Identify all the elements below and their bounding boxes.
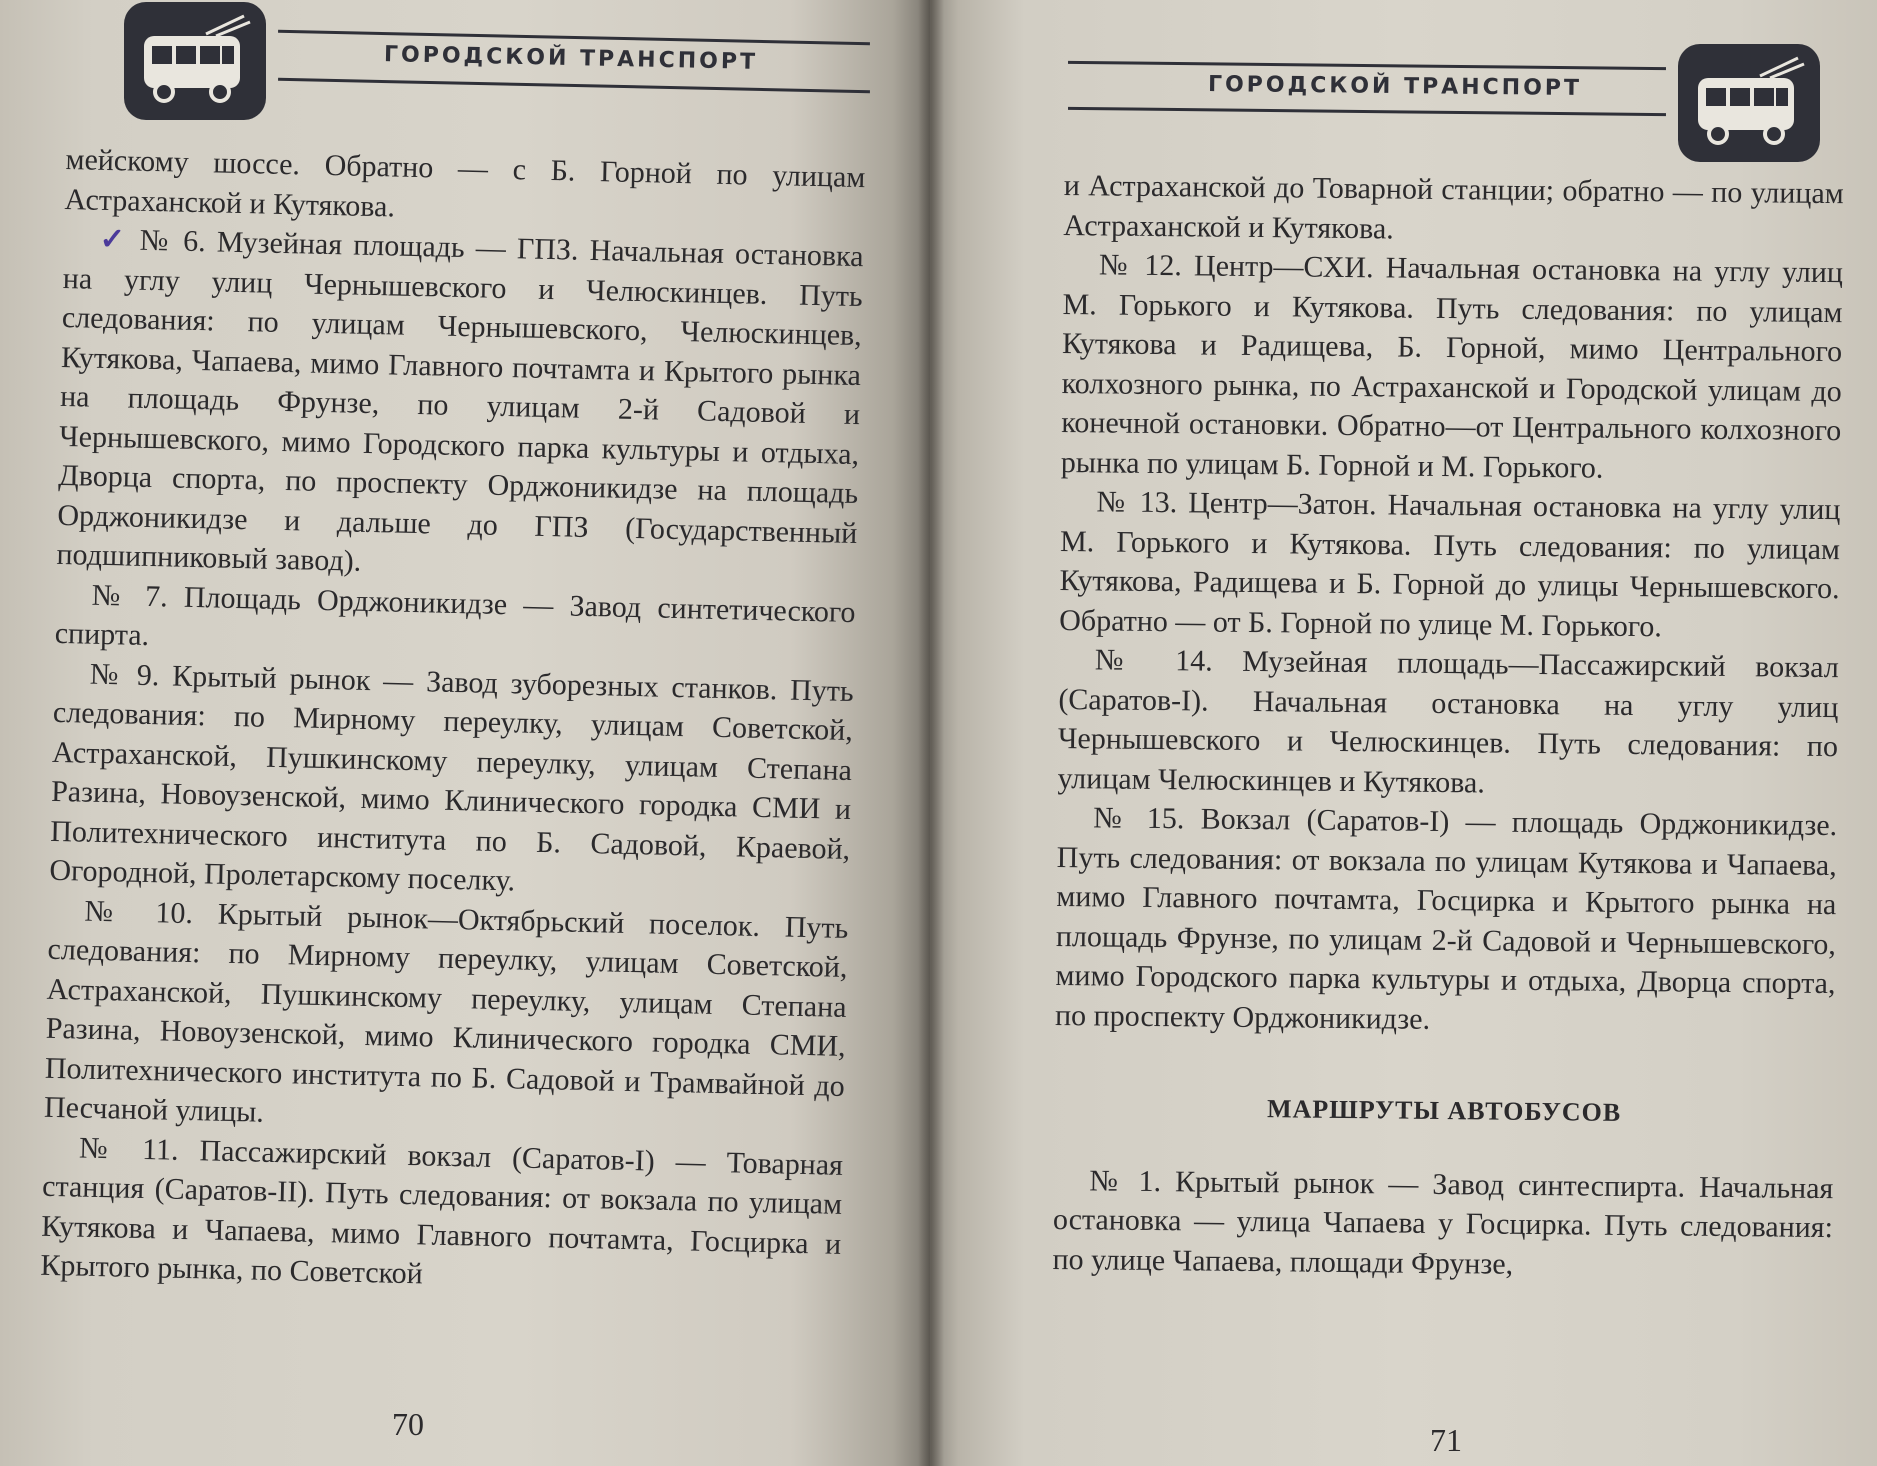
check-mark-icon: ✓ — [99, 222, 129, 257]
running-header: ГОРОДСКОЙ ТРАНСПОРТ — [383, 42, 759, 75]
header-rule-top — [278, 30, 870, 45]
page-number: 70 — [392, 1406, 424, 1442]
left-page — [0, 0, 930, 1466]
trolleybus-icon — [124, 2, 266, 120]
paragraph-bus-route-1: № 1. Крытый рынок — Завод синтеспирта. Начальная остановка — улица Чапаева у Госцирка. Путь следования: по улице Чапаева, площади Фрунзе, — [1052, 1163, 1834, 1281]
header-rule-bottom — [1068, 107, 1666, 116]
header-rule-top — [1068, 61, 1666, 70]
paragraph-route-9: № 9. Крытый рынок — Завод зуборезных станков. Путь следования: по Мирному переулку, улицам Советской, Астраханской, Пушкинскому переулку, улицам Степана Разина, Новоузенской, мимо Клинического городка СМИ и Политехнического института по Б. Садовой, Краевой, Огородной, Пролетарскому поселку. — [49, 657, 855, 898]
header-rule-bottom — [278, 78, 870, 93]
book-gutter — [918, 0, 944, 1466]
paragraph: мейскому шоссе. Обратно — с Б. Горной по улицам Астраханской и Кутякова. — [64, 142, 866, 223]
paragraph-route-6 — [56, 219, 864, 593]
paragraph-text: № 6. Музейная площадь — ГПЗ. Начальная остановка на углу улиц Чернышевского и Челюскинцев. Путь следования: по улицам Чернышевского, Челюскинцев, Кутякова, Чапаева, мимо Главного почтамта и Крытого рынка на площадь Фрунзе, по улицам 2-й Садовой и Чернышевского, мимо Городского парка культуры и отдыха, Дворца спорта, по проспекту Орджоникидзе на площадь Орджоникидзе и дальше до ГПЗ (Государственный подшипниковый завод). — [56, 223, 864, 578]
paragraph-route-15: № 15. Вокзал (Саратов-I) — площадь Орджоникидзе. Путь следования: от вокзала по улицам Кутякова и Чапаева, мимо Главного почтамта, Госцирка и Крытого рынка на площадь Фрунзе, по улицам 2-й Садовой и Чернышевского, мимо Городского парка культуры и отдыха, Дворца спорта, по проспекту Орджоникидзе. — [1054, 801, 1838, 1036]
running-header: ГОРОДСКОЙ ТРАНСПОРТ — [1207, 72, 1583, 101]
paragraph-route-7: № 7. Площадь Орджоникидзе — Завод синтетического спирта. — [54, 578, 856, 653]
right-text-column — [1052, 166, 1844, 1287]
paragraph-route-13: № 13. Центр—Затон. Начальная остановка на углу улиц М. Горького и Кутякова. Путь следования: по улицам Кутякова, Радищева и Б. Горной до улицы Чернышевского. Обратно — от Б. Горной по улице М. Горького. — [1059, 485, 1841, 643]
left-text-column — [40, 140, 866, 1303]
paragraph-route-14: № 14. Музейная площадь—Пассажирский вокзал (Саратов-I). Начальная остановка на углу улиц Чернышевского и Челюскинцев. Путь следования: по улицам Челюскинцев и Кутякова. — [1057, 643, 1839, 799]
trolleybus-icon — [1678, 44, 1820, 162]
page-number: 71 — [1430, 1422, 1462, 1458]
paragraph-route-12: № 12. Центр—СХИ. Начальная остановка на углу улиц М. Горького и Кутякова. Путь следования: по улицам Кутякова и Радищева, Б. Горной, мимо Центрального колхозного рынка, по Астраханской и Городской улицам до конечной остановки. Обратно—от Центрального колхозного рынка по улицам Б. Горной и М. Горького. — [1060, 248, 1844, 485]
right-page — [930, 0, 1877, 1466]
paragraph-route-10: № 10. Крытый рынок—Октябрьский поселок. Путь следования: по Мирному переулку, улицам Советской, Астраханской, Пушкинскому переулку, улицам Степана Разина, Новоузенской, мимо Клинического городка СМИ, Политехнического института по Б. Садовой и Трамвайной до Песчаной улицы. — [43, 894, 849, 1129]
paragraph: и Астраханской до Товарной станции; обратно — по улицам Астраханской и Кутякова. — [1063, 168, 1844, 245]
section-title: МАРШРУТЫ АВТОБУСОВ — [1266, 1094, 1622, 1127]
paragraph-route-11: № 11. Пассажирский вокзал (Саратов-I) — Товарная станция (Саратов-II). Путь следования: от вокзала по улицам Кутякова и Чапаева, мимо Главного почтамта, Госцирка и Крытого рынка, по Советской — [40, 1131, 844, 1291]
